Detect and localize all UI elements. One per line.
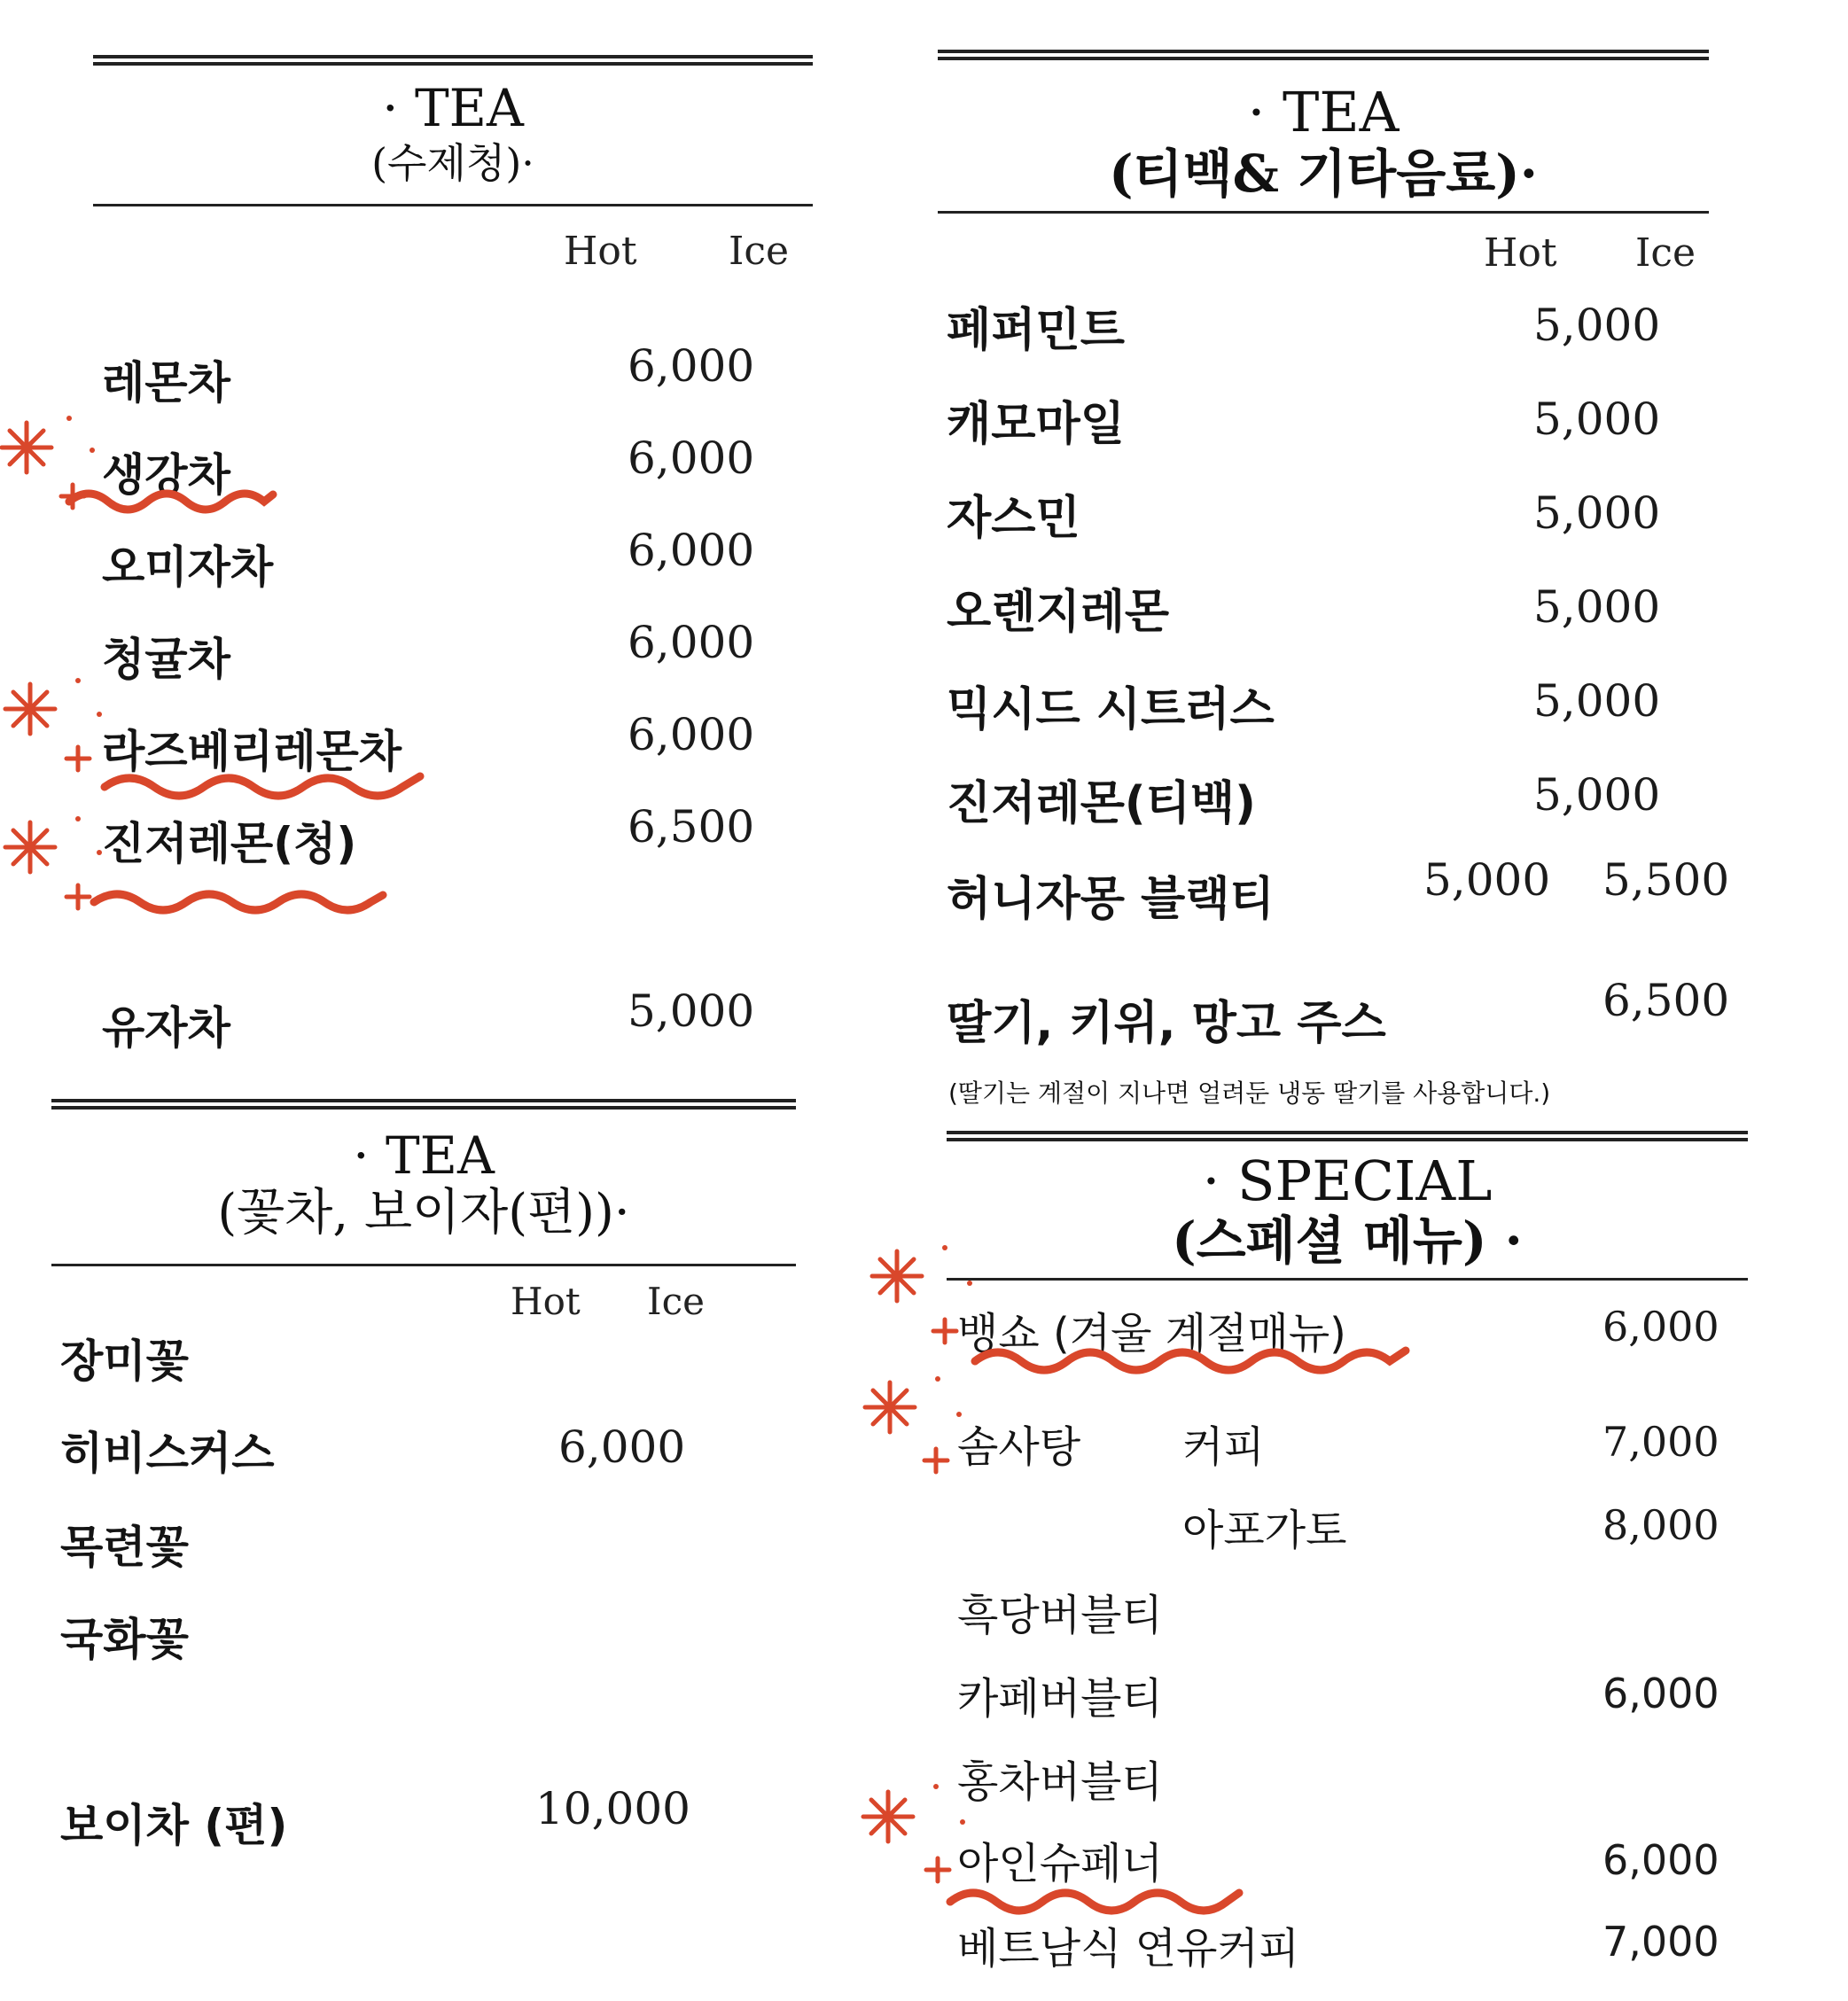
menu-item-price: 6,000: [558, 1421, 686, 1473]
menu-item-price: 6,500: [1602, 975, 1730, 1026]
double-divider: [947, 1131, 1748, 1141]
menu-item-price-hot: 5,000: [1423, 854, 1551, 906]
menu-item-name: 오렌지레몬: [947, 586, 1170, 639]
menu-item-name: 오미자차: [102, 541, 274, 593]
menu-item-price: 7,000: [1602, 1918, 1719, 1966]
menu-item-price: 5,000: [1533, 675, 1661, 727]
menu-item-name: 딸기, 키위, 망고 주스: [947, 997, 1386, 1050]
hot-header: Hot: [564, 229, 637, 274]
section-subtitle: (티백& 기타음료)·: [1109, 144, 1538, 204]
menu-item-price: 6,000: [628, 709, 755, 760]
section-title: · SPECIAL: [1202, 1148, 1493, 1213]
menu-item-price-ice: 5,500: [1602, 854, 1730, 906]
menu-item-name: 라즈베리레몬차: [102, 726, 402, 777]
ice-header: Ice: [647, 1280, 705, 1323]
menu-item-name: 홍차버블티: [957, 1757, 1163, 1807]
hot-header: Hot: [1484, 230, 1557, 276]
menu-item-price: 6,000: [628, 340, 755, 392]
menu-item-name: 뱅쇼 (겨울 계절매뉴): [957, 1309, 1346, 1359]
menu-item-price: 6,000: [628, 617, 755, 668]
menu-item-price: 6,000: [1602, 1836, 1719, 1884]
menu-item-price: 5,000: [628, 985, 755, 1037]
divider: [93, 204, 813, 206]
menu-item-price: 6,000: [628, 432, 755, 484]
hot-header: Hot: [511, 1280, 581, 1323]
sparkle-icon: [865, 1376, 962, 1472]
squiggle-underline: [94, 894, 383, 910]
sparkle-icon: [2, 416, 95, 508]
menu-item-name: 아인슈페너: [957, 1839, 1163, 1888]
divider: [947, 1278, 1748, 1281]
section-title: · TEA: [1247, 80, 1400, 144]
menu-item-price: 10,000: [535, 1783, 690, 1834]
menu-item-name: 흑당버블티: [957, 1591, 1163, 1640]
double-divider: [938, 50, 1709, 60]
section-subtitle: (수제청)·: [371, 139, 534, 187]
sparkle-icon: [5, 678, 102, 770]
menu-item-name: 보이차 (편): [60, 1800, 288, 1851]
menu-item-price: 5,000: [1533, 769, 1661, 821]
section-title: · TEA: [382, 78, 524, 138]
menu-item-name: 히비스커스: [60, 1428, 275, 1479]
menu-item-name: 카페버블티: [957, 1674, 1163, 1724]
section-subtitle: (꽃차, 보이자(편))·: [217, 1184, 630, 1242]
ice-header: Ice: [729, 229, 790, 274]
menu-item-name: 진저레몬(청): [102, 818, 357, 869]
section-title: · TEA: [353, 1125, 495, 1186]
menu-item-price: 5,000: [1533, 300, 1661, 351]
menu-item-name: 청귤차: [102, 634, 230, 685]
menu-item-name: 장미꽃: [60, 1335, 189, 1387]
menu-item-name: 베트남식 연유커피: [957, 1924, 1300, 1974]
menu-item-price: 5,000: [1533, 487, 1661, 539]
menu-item-price: 8,000: [1602, 1501, 1719, 1549]
ice-header: Ice: [1635, 230, 1696, 276]
menu-item-name: 목련꽃: [60, 1522, 189, 1573]
menu-item-name: 페퍼민트: [947, 304, 1125, 357]
menu-item-price: 5,000: [1533, 581, 1661, 633]
menu-item-name: 유자차: [102, 1002, 230, 1054]
divider: [938, 211, 1709, 214]
menu-item-name: 자스민: [947, 492, 1080, 545]
menu-item-name: 캐모마일: [947, 398, 1125, 451]
menu-item-price: 6,000: [1602, 1670, 1719, 1717]
menu-item-name: 허니자몽 블랙티: [947, 873, 1275, 926]
menu-item-name: 믹시드 시트러스: [947, 683, 1275, 736]
menu-item-name: 솜사탕: [957, 1422, 1081, 1472]
squiggle-underline: [950, 1893, 1239, 1911]
divider: [51, 1264, 796, 1266]
menu-item-name: 레몬차: [102, 357, 230, 409]
menu-item-price: 6,500: [628, 801, 755, 853]
menu-item-price: 5,000: [1533, 393, 1661, 445]
menu-item-name: 국화꽃: [60, 1614, 189, 1665]
menu-item-name: 생강차: [102, 449, 230, 501]
menu-item-price: 6,000: [1602, 1303, 1719, 1351]
footnote: (딸기는 계절이 지나면 얼려둔 냉동 딸기를 사용합니다.): [948, 1078, 1551, 1108]
sparkle-icon: [5, 816, 102, 908]
sparkle-icon: [863, 1784, 965, 1881]
menu-item-sub-name: 커피: [1182, 1422, 1265, 1472]
menu-item-sub-name: 아포가토: [1182, 1506, 1347, 1555]
double-divider: [93, 55, 813, 66]
section-subtitle: (스페셜 메뉴) ·: [1172, 1211, 1523, 1271]
menu-item-price: 6,000: [628, 525, 755, 576]
menu-item-name: 진저레몬(티백): [947, 777, 1256, 830]
double-divider: [51, 1099, 796, 1110]
menu-item-price: 7,000: [1602, 1418, 1719, 1466]
